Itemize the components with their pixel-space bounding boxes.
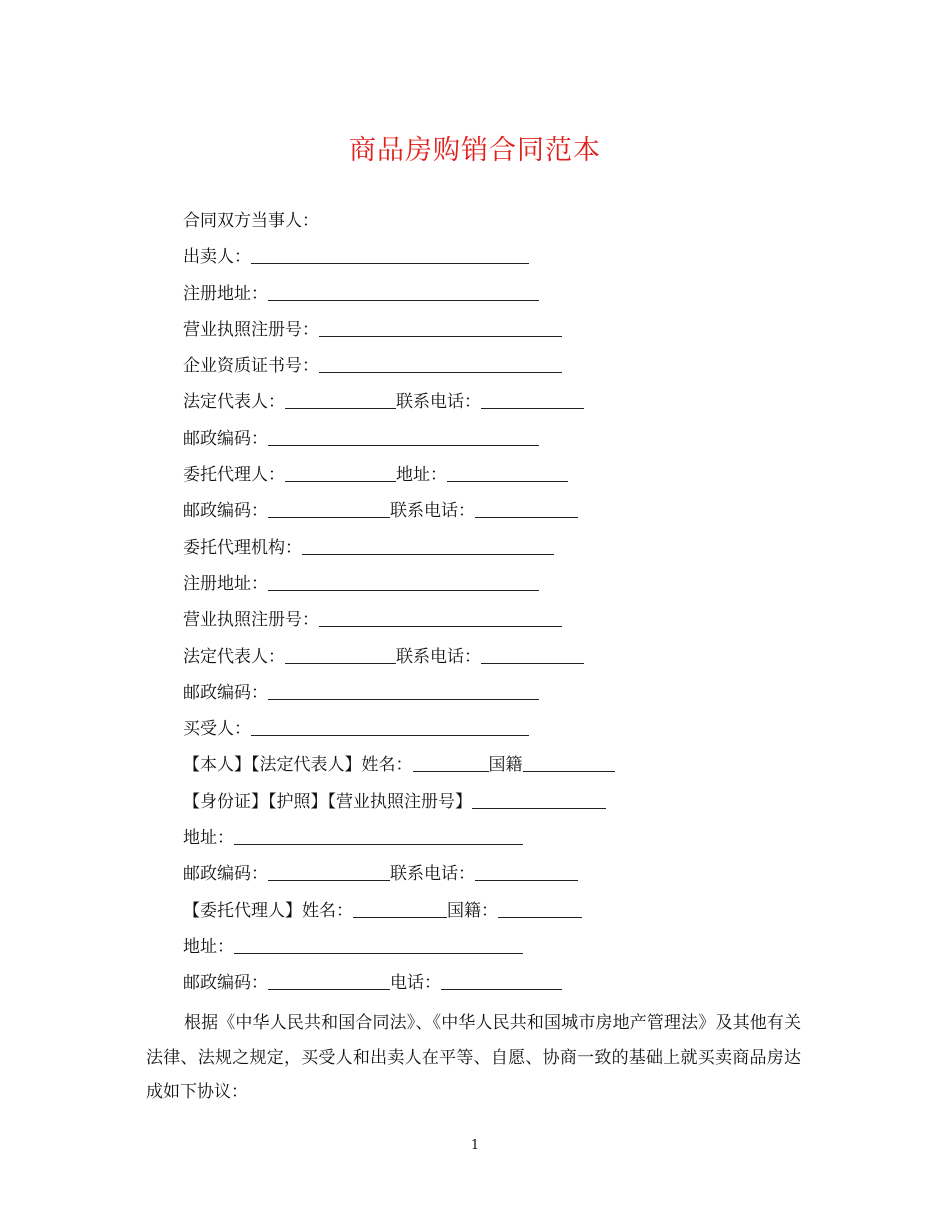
fill-blank[interactable]: [413, 755, 489, 772]
fill-blank[interactable]: [268, 429, 539, 446]
fill-blank[interactable]: [268, 501, 390, 518]
fill-blank[interactable]: [268, 864, 390, 881]
fill-blank[interactable]: [441, 973, 562, 990]
fill-blank[interactable]: [498, 901, 582, 918]
fill-blank[interactable]: [285, 647, 396, 664]
agency-legal-rep-line: 法定代表人： 联系电话：: [183, 644, 615, 680]
seller-address-line: 注册地址：: [183, 281, 615, 317]
fill-blank[interactable]: [234, 937, 523, 954]
fill-blank[interactable]: [251, 247, 529, 264]
fill-blank[interactable]: [523, 755, 615, 772]
document-title: 商品房购销合同范本: [349, 135, 601, 166]
fill-blank[interactable]: [319, 610, 562, 627]
fill-blank[interactable]: [472, 792, 606, 809]
fill-blank[interactable]: [268, 683, 539, 700]
buyer-agent-address-line: 地址：: [183, 934, 615, 970]
fill-blank[interactable]: [319, 320, 562, 337]
agreement-paragraph: 根据《中华人民共和国合同法》、《中华人民共和国城市房地产管理法》及其他有关法律、法规之规定，买受人和出卖人在平等、自愿、协商一致的基础上就买卖商品房达成如下协议：: [146, 1013, 801, 1102]
page-number: 1: [470, 1138, 480, 1153]
agency-postcode-line: 邮政编码：: [183, 680, 615, 716]
fill-blank[interactable]: [268, 973, 390, 990]
fill-blank[interactable]: [447, 465, 568, 482]
agency-line: 委托代理机构：: [183, 535, 615, 571]
fill-blank[interactable]: [285, 465, 396, 482]
seller-postcode-line: 邮政编码：: [183, 426, 615, 462]
seller-legal-rep-line: 法定代表人： 联系电话：: [183, 389, 615, 425]
agency-address-line: 注册地址：: [183, 571, 615, 607]
fill-blank[interactable]: [353, 901, 447, 918]
fill-blank[interactable]: [268, 574, 539, 591]
parties-heading: 合同双方当事人：: [183, 211, 319, 231]
buyer-postcode-line: 邮政编码： 联系电话：: [183, 861, 615, 897]
party-info-list: [183, 208, 615, 1007]
buyer-id-line: 【身份证】【护照】【营业执照注册号】: [183, 789, 615, 825]
seller-line: 出卖人：: [183, 244, 615, 280]
seller-agent-postcode-line: 邮政编码： 联系电话：: [183, 498, 615, 534]
buyer-address-line: 地址：: [183, 825, 615, 861]
seller-qualification-line: 企业资质证书号：: [183, 353, 615, 389]
buyer-agent-postcode-line: 邮政编码： 电话：: [183, 970, 615, 1006]
fill-blank[interactable]: [268, 284, 539, 301]
buyer-name-line: 【本人】【法定代表人】姓名： 国籍: [183, 752, 615, 788]
fill-blank[interactable]: [481, 647, 584, 664]
fill-blank[interactable]: [319, 356, 562, 373]
fill-blank[interactable]: [234, 828, 523, 845]
fill-blank[interactable]: [475, 501, 578, 518]
fill-blank[interactable]: [302, 538, 554, 555]
fill-blank[interactable]: [475, 864, 578, 881]
agency-license-line: 营业执照注册号：: [183, 607, 615, 643]
buyer-agent-line: 【委托代理人】姓名： 国籍：: [183, 898, 615, 934]
fill-blank[interactable]: [285, 392, 396, 409]
seller-agent-line: 委托代理人： 地址：: [183, 462, 615, 498]
fill-blank[interactable]: [481, 392, 584, 409]
fill-blank[interactable]: [251, 719, 529, 736]
seller-license-line: 营业执照注册号：: [183, 317, 615, 353]
buyer-line: 买受人：: [183, 716, 615, 752]
